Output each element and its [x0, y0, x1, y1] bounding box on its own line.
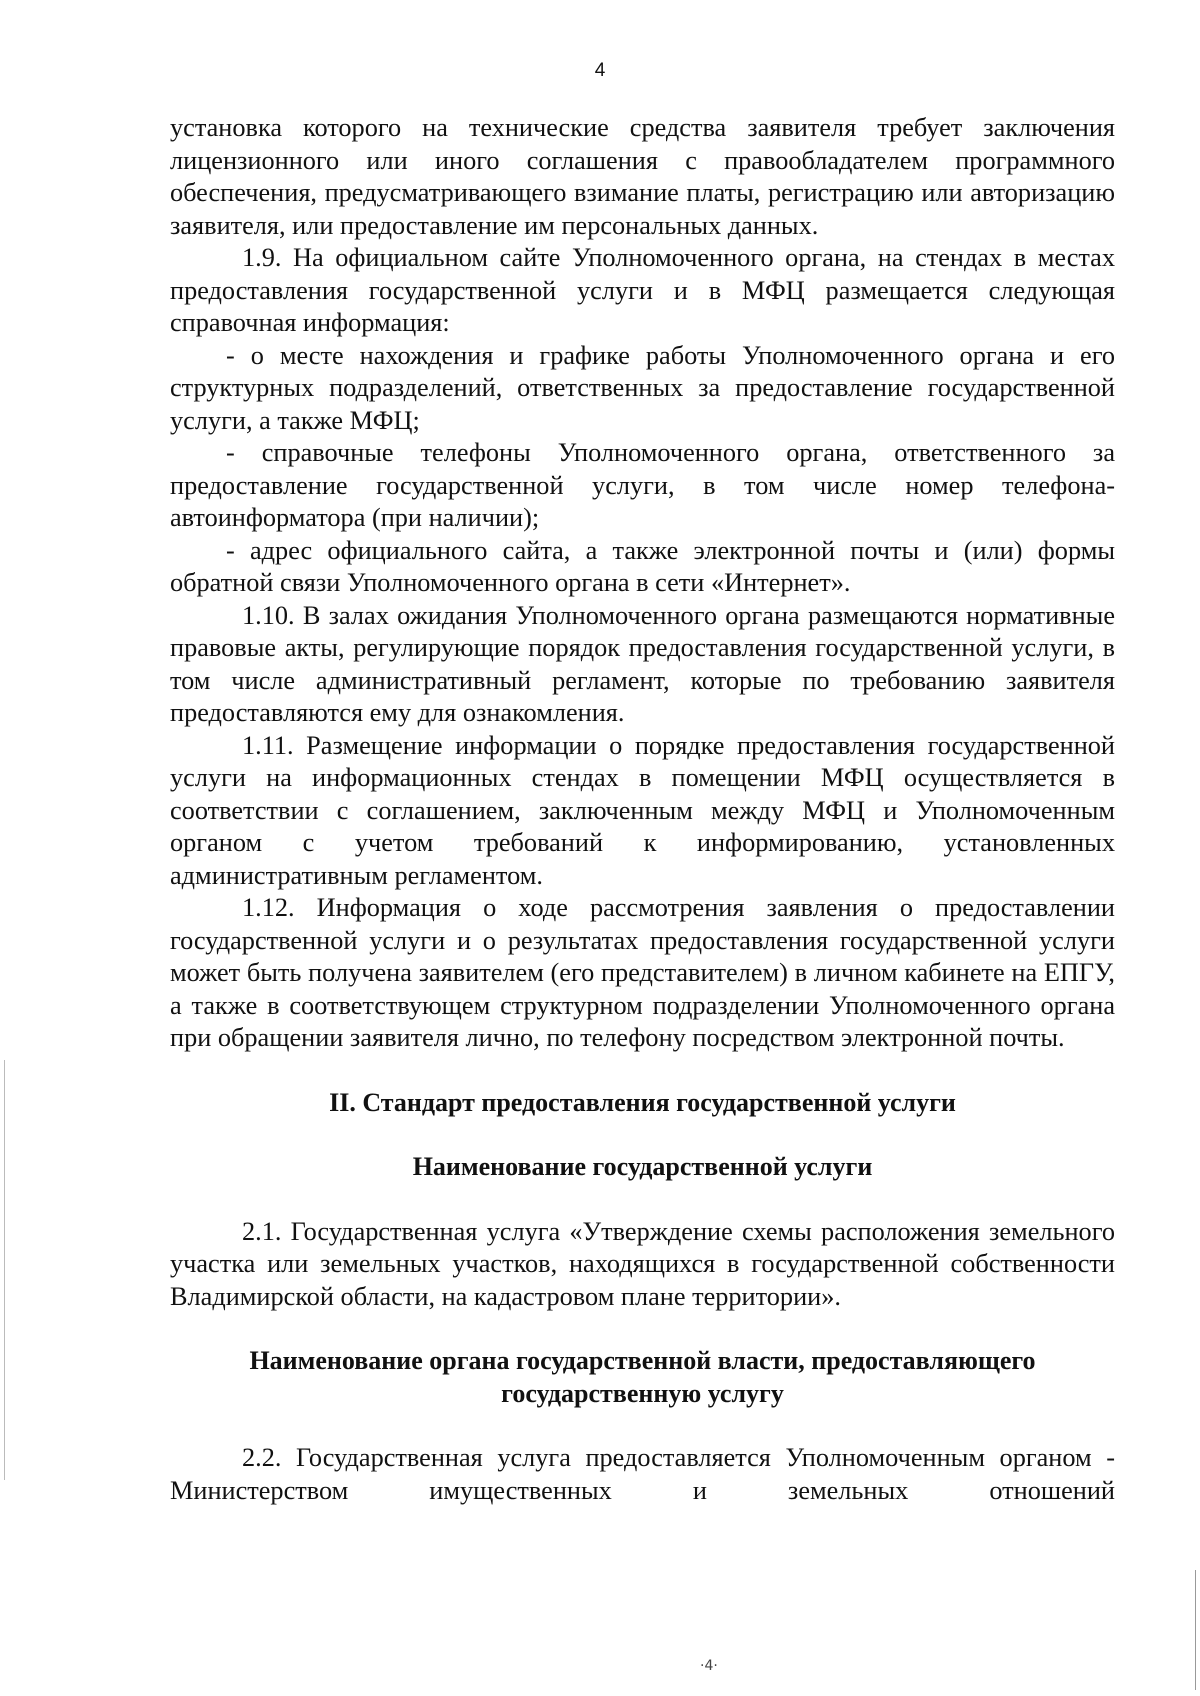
subheading-authority-line2: государственную услугу	[501, 1378, 784, 1408]
page-number: 4	[594, 60, 606, 81]
scan-artifact-mark: ·4·	[700, 1658, 718, 1674]
paragraph-continuation: установка которого на технические средства заявителя требует заключения лицензионного или иного соглашения с правообладателем программного обеспечения, предусматривающего взимание платы, регистрацию или авторизацию заявителя, или предоставление им персональных данных.	[170, 113, 1115, 240]
paragraph-1-11: 1.11. Размещение информации о порядке предоставления государственной услуги на информационных стендах в помещении МФЦ осуществляется в соответствии с соглашением, заключенным между МФЦ и Уполномоченным органом с учетом требований к информированию, установленных административным регламентом.	[170, 730, 1115, 890]
bullet-phones: - справочные телефоны Уполномоченного органа, ответственного за предоставление государственной услуги, в том числе номер телефона-автоинформатора (при наличии);	[170, 438, 1115, 532]
subheading-authority-line1: Наименование органа государственной власти, предоставляющего	[249, 1346, 1036, 1375]
scan-edge-left	[4, 1060, 5, 1480]
paragraph-1-12: 1.12. Информация о ходе рассмотрения заявления о предоставлении государственной услуги и о результатах предоставления государственной услуги может быть получена заявителем (его представителем) в личном кабинете на ЕПГУ, а также в соответствующем структурном подразделении Уполномоченного органа при обращении заявителя лично, по телефону посредством электронной почты.	[170, 893, 1115, 1052]
paragraph-1-10: 1.10. В залах ожидания Уполномоченного органа размещаются нормативные правовые акты, регулирующие порядок предоставления государственной услуги, в том числе административный регламент, которые по требованию заявителя предоставляются ему для ознакомления.	[170, 600, 1115, 727]
paragraph-1-9: 1.9. На официальном сайте Уполномоченного органа, на стендах в местах предоставления государственной услуги и в МФЦ размещается следующая справочная информация:	[170, 243, 1115, 337]
bullet-website: - адрес официального сайта, а также электронной почты и (или) формы обратной связи Уполномоченного органа в сети «Интернет».	[170, 535, 1115, 597]
scan-edge-right	[1195, 1570, 1196, 1690]
subheading-authority	[170, 1345, 1115, 1410]
section-2-title: II. Стандарт предоставления государственной услуги	[329, 1087, 956, 1117]
paragraph-2-2: 2.2. Государственная услуга предоставляется Уполномоченным органом - Министерством имущественных и земельных отношений	[170, 1443, 1115, 1505]
document-body	[170, 112, 1115, 1507]
paragraph-2-1: 2.1. Государственная услуга «Утверждение схемы расположения земельного участка или земельных участков, находящихся в государственной собственности Владимирской области, на кадастровом плане территории».	[170, 1216, 1115, 1311]
subheading-service-name: Наименование государственной услуги	[412, 1152, 873, 1181]
bullet-location: - о месте нахождения и графике работы Уполномоченного органа и его структурных подразделений, ответственных за предоставление государственной услуги, а также МФЦ;	[170, 340, 1115, 435]
